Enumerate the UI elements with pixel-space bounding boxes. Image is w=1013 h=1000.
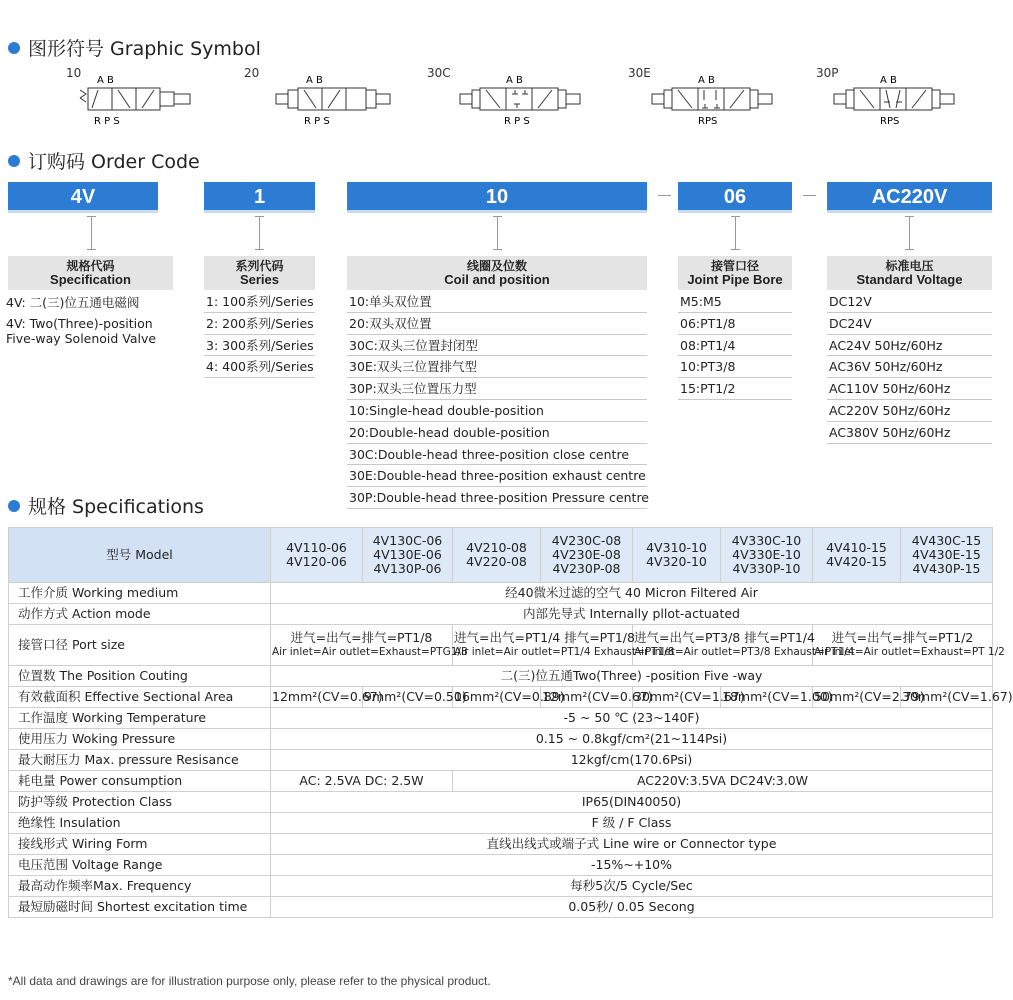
section-title-order-code: 订购码 Order Code (8, 147, 200, 174)
list-item: 4V: Two(Three)-position (6, 316, 153, 331)
coil-position-list (347, 291, 647, 509)
list-item: 30P:双头三位置压力型 (347, 378, 647, 400)
model-header: 型号 Model (9, 528, 271, 583)
table-row: 位置数 The Position Couting 二(三)位五通Two(Three) -position Five -way (9, 666, 993, 687)
model-cell: 4V310-10 4V320-10 (633, 528, 721, 583)
list-item: 10:Single-head double-position (347, 400, 647, 422)
table-row: 工作温度 Working Temperature -5 ~ 50 ℃ (23~140F) (9, 708, 993, 729)
svg-text:RPS: RPS (880, 116, 900, 127)
list-item: AC24V 50Hz/60Hz (827, 335, 992, 357)
voltage-list (827, 291, 992, 444)
list-item: 1: 100系列/Series (204, 291, 315, 313)
list-item: 15:PT1/2 (678, 378, 792, 400)
model-cell: 4V130C-06 4V130E-06 4V130P-06 (363, 528, 453, 583)
table-row: 耗电量 Power consumption AC: 2.5VA DC: 2.5W AC220V:3.5VA DC24V:3.0W (9, 771, 993, 792)
list-item: 20:双头双位置 (347, 313, 647, 335)
connector-line (909, 216, 910, 250)
list-item: 10:单头双位置 (347, 291, 647, 313)
symbol-label: 30E (628, 66, 651, 80)
svg-text:A B: A B (698, 75, 715, 86)
table-row: 绝缘性 Insulation F 级 / F Class (9, 813, 993, 834)
model-cell: 4V230C-08 4V230E-08 4V230P-08 (541, 528, 633, 583)
list-item: AC110V 50Hz/60Hz (827, 378, 992, 400)
list-item: AC220V 50Hz/60Hz (827, 400, 992, 422)
series-code-label: 系列代码 Series (204, 256, 315, 290)
list-item: 2: 200系列/Series (204, 313, 315, 335)
order-code-coil: 10 (347, 182, 647, 210)
model-cell: 4V430C-15 4V430E-15 4V430P-15 (901, 528, 993, 583)
section-title-graphic-symbol: 图形符号 Graphic Symbol (8, 34, 261, 61)
svg-text:RPS: RPS (698, 116, 718, 127)
svg-text:A B: A B (880, 75, 897, 86)
list-item: DC12V (827, 291, 992, 313)
list-item: 4: 400系列/Series (204, 356, 315, 378)
symbol-label: 30P (816, 66, 839, 80)
table-row: 动作方式 Action mode 内部先导式 Internally pllot-actuated (9, 604, 993, 625)
series-list (204, 291, 315, 378)
model-cell: 4V330C-10 4V330E-10 4V330P-10 (721, 528, 813, 583)
connector-line (91, 216, 92, 250)
table-row: 接管口径 Port size 进气=出气=排气=PT1/8 Air inlet=Air outlet=Exhaust=PTG1/8 进气=出气=PT1/4 排气=PT1/8 Air inlet=Air outlet=PT1/4 Exhaust=PT1/8 进气=出气=PT3/8 排气=PT1/4 Air inlet=Air outlet=PT3/8 Exhaust=PT1/4 进气=出气=排气=PT1/2 Air inlet=Air outlet=Exhaust=PT 1/2 (9, 625, 993, 666)
table-row (9, 528, 993, 583)
list-item: 30C:双头三位置封闭型 (347, 335, 647, 357)
order-code-voltage: AC220V (827, 182, 992, 210)
table-row: 工作介质 Working medium 经40微米过滤的空气 40 Micron Filtered Air (9, 583, 993, 604)
bullet-icon (8, 155, 20, 167)
standard-voltage-label: 标准电压 Standard Voltage (827, 256, 992, 290)
symbol-label: 10 (66, 66, 82, 80)
list-item: 30E:Double-head three-position exhaust centre (347, 465, 647, 487)
list-item: AC36V 50Hz/60Hz (827, 356, 992, 378)
table-row: 最高动作频率Max. Frequency 每秒5次/5 Cycle/Sec (9, 876, 993, 897)
table-row: 有效截面积 Effective Sectional Area 12mm²(CV=0.67) 9mm²(CV=0.50) 16mm²(CV=0.89) 12mm²(CV=0.67) 30mm²(CV=1.67) 18mm²(CV=1.00) 50mm²(CV=2.79) 30mm²(CV=1.67) (9, 687, 993, 708)
svg-text:R P S: R P S (94, 116, 120, 127)
bullet-icon (8, 42, 20, 54)
coil-position-label: 线圈及位数 Coil and position (347, 256, 647, 290)
list-item: 4V: 二(三)位五通电磁阀 (6, 295, 140, 310)
svg-text:R P S: R P S (504, 116, 530, 127)
list-item: DC24V (827, 313, 992, 335)
table-row: 最大耐压力 Max. pressure Resisance 12kgf/cm(170.6Psi) (9, 750, 993, 771)
list-item: 06:PT1/8 (678, 313, 792, 335)
pipe-bore-list (678, 291, 792, 400)
list-item: 3: 300系列/Series (204, 335, 315, 357)
valve-symbol-20-icon (272, 72, 402, 128)
symbol-label: 30C (427, 66, 451, 80)
order-code-spec: 4V (8, 182, 158, 210)
connector-line (497, 216, 498, 250)
table-row: 使用压力 Woking Pressure 0.15 ~ 0.8kgf/cm²(21~114Psi) (9, 729, 993, 750)
table-row: 接线形式 Wiring Form 直线出线式或端子式 Line wire or Connector type (9, 834, 993, 855)
valve-symbol-30e-icon (650, 72, 790, 128)
dash-separator (658, 195, 671, 196)
valve-symbol-30c-icon (456, 72, 596, 128)
connector-line (735, 216, 736, 250)
bullet-icon (8, 500, 20, 512)
valve-symbol-30p-icon (832, 72, 972, 128)
dash-separator (803, 195, 816, 196)
specifications-table (8, 527, 1013, 918)
list-item: AC380V 50Hz/60Hz (827, 422, 992, 444)
list-item: 08:PT1/4 (678, 335, 792, 357)
table-row: 防护等级 Protection Class IP65(DIN40050) (9, 792, 993, 813)
svg-text:A B: A B (306, 75, 323, 86)
model-cell: 4V110-06 4V120-06 (271, 528, 363, 583)
order-code-series: 1 (204, 182, 315, 210)
connector-line (259, 216, 260, 250)
spec-code-label: 规格代码 Specification (8, 256, 173, 290)
model-cell: 4V410-15 4V420-15 (813, 528, 901, 583)
list-item: Five-way Solenoid Valve (6, 331, 157, 346)
symbol-label: 20 (244, 66, 260, 80)
list-item: 30C:Double-head three-position close centre (347, 444, 647, 466)
list-item: M5:M5 (678, 291, 792, 313)
table-row: 最短励磁时间 Shortest excitation time 0.05秒/ 0.05 Secong (9, 897, 993, 918)
section-title-specifications: 规格 Specifications (8, 492, 204, 519)
list-item: 20:Double-head double-position (347, 422, 647, 444)
svg-text:R P S: R P S (304, 116, 330, 127)
footnote: *All data and drawings are for illustration purpose only, please refer to the physical product. (8, 974, 491, 988)
svg-text:A B: A B (506, 75, 523, 86)
order-code-bore: 06 (678, 182, 792, 210)
valve-symbol-10-icon (78, 72, 198, 128)
list-item: 30P:Double-head three-position Pressure centre (347, 487, 647, 509)
table-row: 电压范围 Voltage Range -15%~+10% (9, 855, 993, 876)
svg-text:A B: A B (97, 75, 114, 86)
model-cell: 4V210-08 4V220-08 (453, 528, 541, 583)
list-item: 30E:双头三位置排气型 (347, 356, 647, 378)
list-item: 10:PT3/8 (678, 356, 792, 378)
pipe-bore-label: 接管口径 Joint Pipe Bore (678, 256, 792, 290)
